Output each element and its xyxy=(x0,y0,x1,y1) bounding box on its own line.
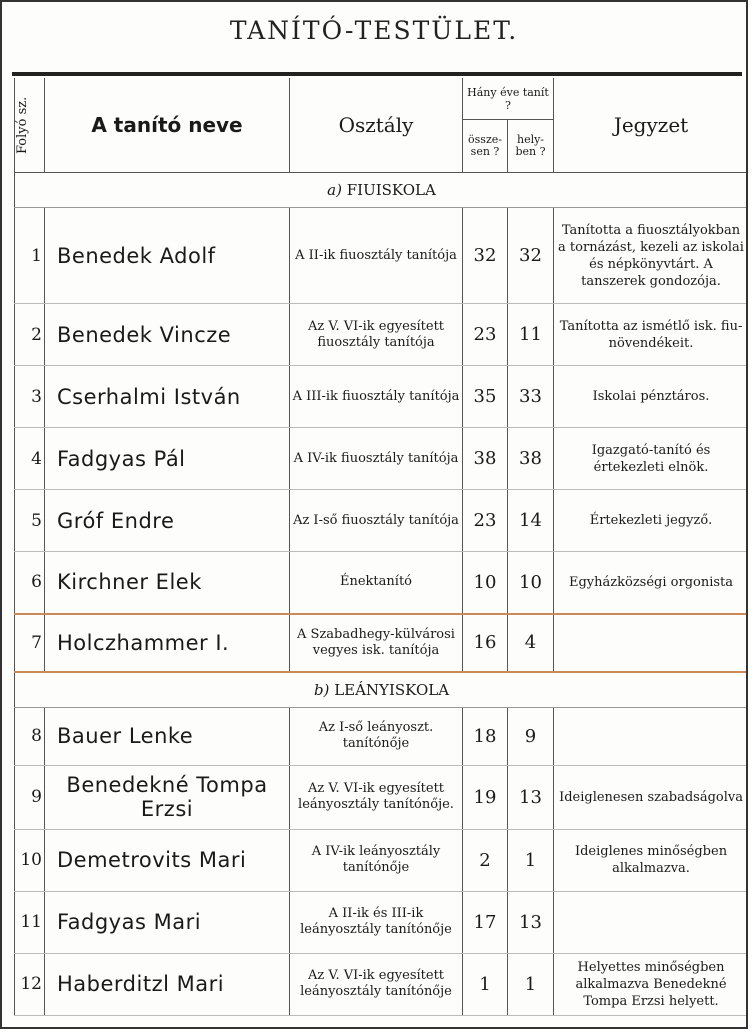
teacher-class: Énektanító xyxy=(290,552,463,614)
teacher-note: Igazgató-tanító és értekezleti elnök. xyxy=(554,428,748,490)
years-here: 1 xyxy=(508,953,554,1015)
years-total: 10 xyxy=(463,552,508,614)
row-number: 10 xyxy=(15,829,45,891)
table-row xyxy=(15,765,749,829)
years-here: 32 xyxy=(508,208,554,304)
section-label: FIUISKOLA xyxy=(346,181,436,199)
years-total: 38 xyxy=(463,428,508,490)
teacher-note xyxy=(554,891,748,953)
section-letter: b) xyxy=(313,680,330,699)
teacher-name: Benedek Vincze xyxy=(45,304,290,366)
table-row xyxy=(15,428,749,490)
years-here: 10 xyxy=(508,552,554,614)
years-total: 18 xyxy=(463,707,508,765)
section-label: LEÁNYISKOLA xyxy=(334,680,450,699)
years-here: 4 xyxy=(508,614,554,672)
row-number: 2 xyxy=(15,304,45,366)
teacher-name: Benedekné Tompa Erzsi xyxy=(45,765,290,829)
header-rule xyxy=(12,72,742,76)
table-row xyxy=(15,614,749,672)
years-here: 33 xyxy=(508,366,554,428)
teacher-name: Cserhalmi István xyxy=(45,366,290,428)
teacher-note: Iskolai pénztáros. xyxy=(554,366,748,428)
teacher-note: Egyházközségi orgonista xyxy=(554,552,748,614)
row-number: 4 xyxy=(15,428,45,490)
years-total: 35 xyxy=(463,366,508,428)
header-class: Osztály xyxy=(290,78,463,173)
row-number: 8 xyxy=(15,707,45,765)
years-total: 23 xyxy=(463,490,508,552)
teacher-class: A IV-ik leányosztály tanítónője xyxy=(290,829,463,891)
header-note: Jegyzet xyxy=(554,78,748,173)
teacher-class: Az V. VI-ik egyesített leányosztály tanítónője. xyxy=(290,765,463,829)
teacher-name: Kirchner Elek xyxy=(45,552,290,614)
teacher-class: A II-ik fiuosztály tanítója xyxy=(290,208,463,304)
years-here: 1 xyxy=(508,829,554,891)
teacher-name: Bauer Lenke xyxy=(45,707,290,765)
teacher-class: Az V. VI-ik egyesített fiuosztály tanítója xyxy=(290,304,463,366)
years-here: 14 xyxy=(508,490,554,552)
teacher-class: Az V. VI-ik egyesített leányosztály tanítónője xyxy=(290,953,463,1015)
years-total: 2 xyxy=(463,829,508,891)
row-number: 1 xyxy=(15,208,45,304)
table-row xyxy=(15,829,749,891)
table-row xyxy=(15,304,749,366)
row-number: 6 xyxy=(15,552,45,614)
teacher-name: Haberditzl Mari xyxy=(45,953,290,1015)
teacher-class: A III-ik fiuosztály tanítója xyxy=(290,366,463,428)
years-here: 38 xyxy=(508,428,554,490)
teacher-name: Benedek Adolf xyxy=(45,208,290,304)
header-total: össze- sen ? xyxy=(463,120,508,173)
teacher-name: Demetrovits Mari xyxy=(45,829,290,891)
header-name: A tanító neve xyxy=(45,78,290,173)
row-number: 3 xyxy=(15,366,45,428)
years-total: 17 xyxy=(463,891,508,953)
teacher-name: Gróf Endre xyxy=(45,490,290,552)
table-row xyxy=(15,490,749,552)
header-row xyxy=(15,78,749,120)
years-total: 16 xyxy=(463,614,508,672)
years-here: 11 xyxy=(508,304,554,366)
header-number: Folyó sz. xyxy=(15,78,45,173)
teacher-note: Tanította a fiuosztályokban a tornázást, kezeli az iskolai és népkönyvtárt. A tanszerek gondozója. xyxy=(554,208,748,304)
teacher-note xyxy=(554,707,748,765)
staff-table xyxy=(14,78,748,1016)
row-number: 11 xyxy=(15,891,45,953)
table-row xyxy=(15,208,749,304)
row-number: 7 xyxy=(15,614,45,672)
teacher-note: Ideiglenes minőségben alkalmazva. xyxy=(554,829,748,891)
teacher-note: Ideiglenesen szabadságolva xyxy=(554,765,748,829)
teacher-note xyxy=(554,614,748,672)
header-years: Hány éve tanít ? xyxy=(463,78,554,120)
row-number: 12 xyxy=(15,953,45,1015)
teacher-note: Értekezleti jegyző. xyxy=(554,490,748,552)
years-here: 9 xyxy=(508,707,554,765)
row-number: 9 xyxy=(15,765,45,829)
teacher-class: Az I-ső fiuosztály tanítója xyxy=(290,490,463,552)
years-total: 19 xyxy=(463,765,508,829)
teacher-note: Helyettes minőségben alkalmazva Benedekné Tompa Erzsi helyett. xyxy=(554,953,748,1015)
teacher-class: A IV-ik fiuosztály tanítója xyxy=(290,428,463,490)
table-row xyxy=(15,552,749,614)
years-total: 23 xyxy=(463,304,508,366)
header-here: hely- ben ? xyxy=(508,120,554,173)
section-boys xyxy=(15,173,749,208)
table-row xyxy=(15,891,749,953)
years-total: 1 xyxy=(463,953,508,1015)
teacher-class: A Szabadhegy-külvárosi vegyes isk. tanítója xyxy=(290,614,463,672)
table-row xyxy=(15,953,749,1015)
teacher-name: Fadgyas Pál xyxy=(45,428,290,490)
section-letter: a) xyxy=(327,181,342,199)
teacher-note: Tanította az ismétlő isk. fiu-növendékeit. xyxy=(554,304,748,366)
teacher-name: Fadgyas Mari xyxy=(45,891,290,953)
section-girls xyxy=(15,672,749,708)
row-number: 5 xyxy=(15,490,45,552)
table-row xyxy=(15,707,749,765)
years-total: 32 xyxy=(463,208,508,304)
teacher-class: Az I-ső leányoszt. tanítónője xyxy=(290,707,463,765)
teacher-name: Holczhammer I. xyxy=(45,614,290,672)
years-here: 13 xyxy=(508,891,554,953)
table-row xyxy=(15,366,749,428)
page-title: TANÍTÓ-TESTÜLET. xyxy=(229,16,519,45)
years-here: 13 xyxy=(508,765,554,829)
teacher-class: A II-ik és III-ik leányosztály tanítónője xyxy=(290,891,463,953)
